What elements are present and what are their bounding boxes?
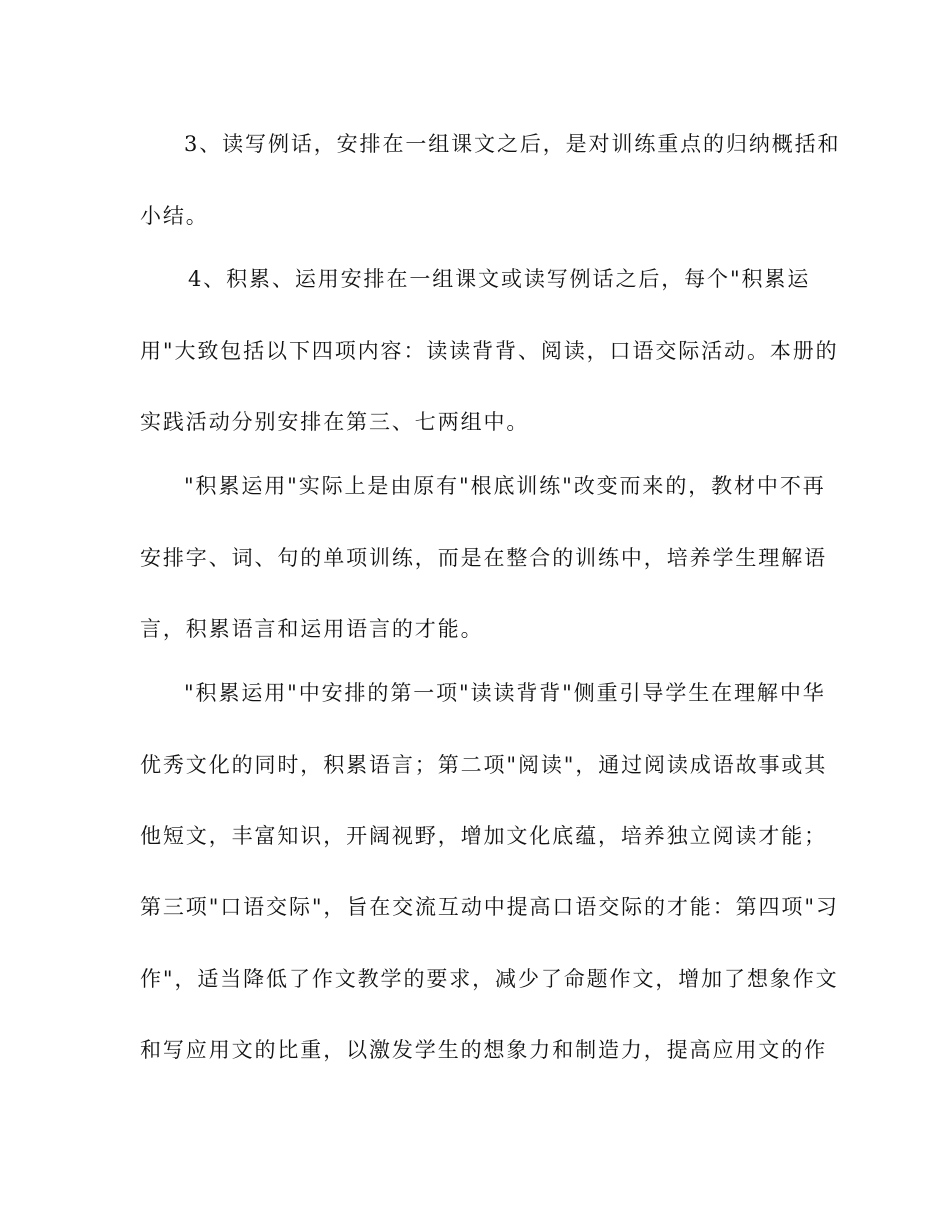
- text-line: 实践活动分别安排在第三、七两组中。: [140, 410, 530, 434]
- text-line: 小结。: [140, 204, 209, 228]
- text-line: 他短文，丰富知识，开阔视野，增加文化底蕴，培养独立阅读才能；: [140, 824, 827, 848]
- text-line: 言，积累语言和运用语言的才能。: [140, 617, 484, 641]
- text-line: 4、积累、运用安排在一组课文或读写例话之后，每个"积累运: [188, 267, 811, 291]
- text-line: "积累运用"中安排的第一项"读读背背"侧重引导学生在理解中华: [184, 681, 826, 705]
- text-line: 作"，适当降低了作文教学的要求，减少了命题作文，增加了想象作文: [140, 967, 839, 991]
- text-line: 3、读写例话，安排在一组课文之后，是对训练重点的归纳概括和: [184, 132, 841, 156]
- text-line: 优秀文化的同时，积累语言；第二项"阅读"，通过阅读成语故事或其: [140, 753, 828, 777]
- text-line: 安排字、词、句的单项训练，而是在整合的训练中，培养学生理解语: [140, 546, 827, 570]
- text-line: 和写应用文的比重，以激发学生的想象力和制造力，提高应用文的作: [140, 1038, 827, 1062]
- text-line: 用"大致包括以下四项内容：读读背背、阅读，口语交际活动。本册的: [140, 339, 839, 363]
- text-line: 第三项"口语交际"，旨在交流互动中提高口语交际的才能：第四项"习: [140, 895, 839, 919]
- text-line: "积累运用"实际上是由原有"根底训练"改变而来的，教材中不再: [184, 474, 826, 498]
